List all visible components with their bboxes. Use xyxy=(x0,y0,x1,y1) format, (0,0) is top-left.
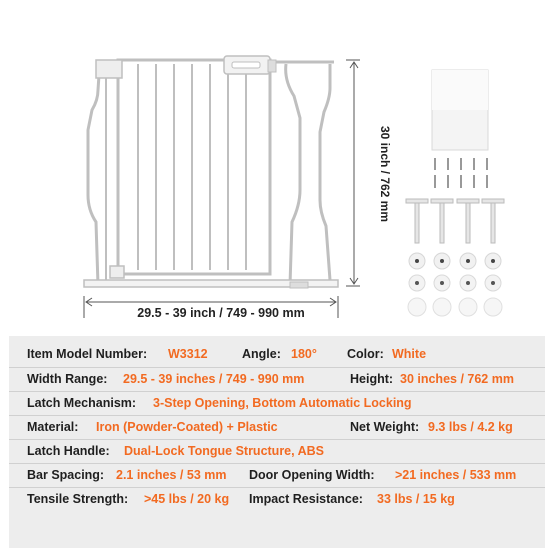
angle-label: Angle: xyxy=(242,347,281,361)
material-value: Iron (Powder-Coated) + Plastic xyxy=(96,420,278,434)
color-label: Color: xyxy=(347,347,384,361)
door-opening-value: >21 inches / 533 mm xyxy=(395,468,517,482)
material-label: Material: xyxy=(27,420,79,434)
bar-spacing-value: 2.1 inches / 53 mm xyxy=(116,468,227,482)
angle-value: 180° xyxy=(291,347,317,361)
accessories-image xyxy=(406,70,504,316)
latch-mechanism-label: Latch Mechanism: xyxy=(27,396,137,410)
net-weight-label: Net Weight: xyxy=(350,420,420,434)
door-opening-label: Door Opening Width: xyxy=(249,468,375,482)
model-value: W3312 xyxy=(168,347,208,361)
tensile-label: Tensile Strength: xyxy=(27,492,129,506)
tensile-value: >45 lbs / 20 kg xyxy=(144,492,230,506)
height-dimension-arrow xyxy=(346,60,360,286)
impact-value: 33 lbs / 15 kg xyxy=(377,492,455,506)
spec-table xyxy=(9,336,545,548)
height-dimension-label: 30 inch / 762 mm xyxy=(378,125,392,223)
net-weight-value: 9.3 lbs / 4.2 kg xyxy=(428,420,513,434)
color-value: White xyxy=(392,347,427,361)
latch-mechanism-value: 3-Step Opening, Bottom Automatic Locking xyxy=(153,396,412,410)
latch-handle-value: Dual-Lock Tongue Structure, ABS xyxy=(124,444,325,458)
width-dimension-label: 29.5 - 39 inch / 749 - 990 mm xyxy=(137,306,305,320)
latch-handle-label: Latch Handle: xyxy=(27,444,110,458)
baby-gate-image xyxy=(84,56,338,288)
width-range-value: 29.5 - 39 inches / 749 - 990 mm xyxy=(123,372,305,386)
height-value: 30 inches / 762 mm xyxy=(400,372,514,386)
width-range-label: Width Range: xyxy=(27,372,108,386)
bar-spacing-label: Bar Spacing: xyxy=(27,468,105,482)
height-label: Height: xyxy=(350,372,394,386)
model-label: Item Model Number: xyxy=(27,347,148,361)
impact-label: Impact Resistance: xyxy=(249,492,363,506)
